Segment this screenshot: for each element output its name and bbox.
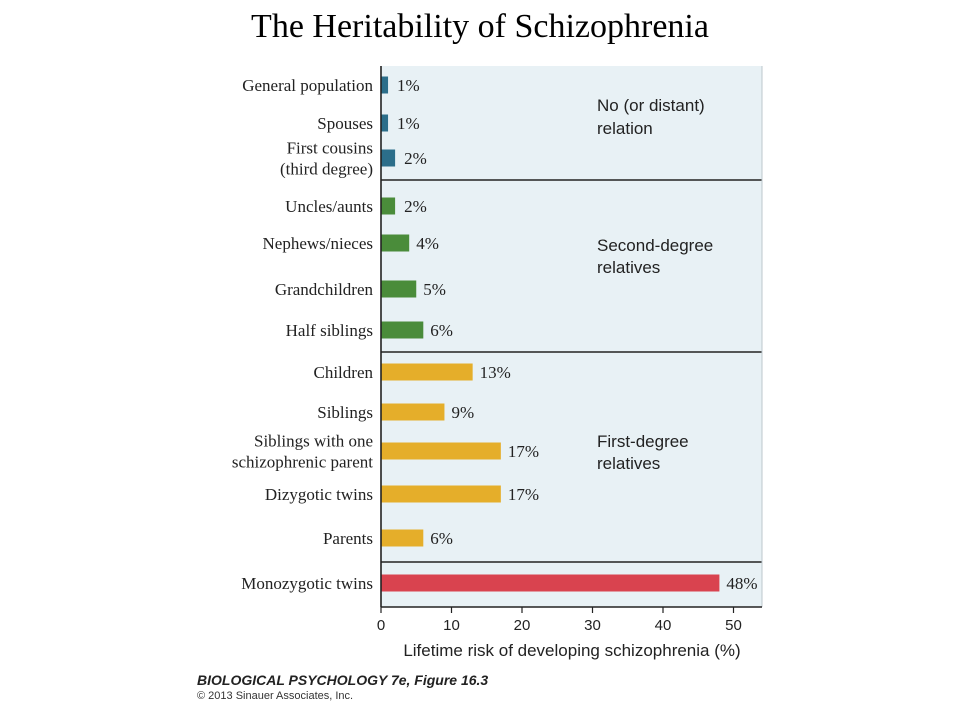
category-label: Siblings with one [253, 431, 373, 451]
bar-value-label: 17% [507, 442, 540, 461]
category-label: First cousins [286, 138, 373, 158]
x-tick-label: 50 [725, 617, 742, 634]
bar-value-label: 6% [430, 321, 453, 340]
bar [381, 281, 416, 298]
x-axis-title: Lifetime risk of developing schizophrenia (%) [403, 641, 741, 660]
category-label: Siblings [317, 403, 373, 422]
x-tick-label: 20 [513, 617, 531, 634]
bar-value-label: 2% [404, 197, 427, 216]
category-label: Spouses [317, 114, 373, 133]
figure-caption: BIOLOGICAL PSYCHOLOGY 7e, Figure 16.3 [197, 672, 489, 688]
category-label: Parents [322, 529, 373, 548]
category-label: Dizygotic twins [264, 485, 373, 504]
bar [381, 364, 473, 381]
bar-value-label: 5% [423, 280, 446, 299]
bar [381, 486, 501, 503]
copyright-text: © 2013 Sinauer Associates, Inc. [197, 690, 354, 702]
category-label: Children [313, 363, 373, 382]
category-label: Monozygotic twins [241, 574, 373, 593]
category-label: Uncles/aunts [285, 197, 373, 216]
category-label: General population [242, 76, 373, 95]
bar [381, 404, 444, 421]
bar-value-label: 17% [507, 485, 540, 504]
x-tick-label: 0 [376, 617, 386, 634]
group-label: relation [597, 119, 653, 138]
bar [381, 443, 501, 460]
bar [381, 150, 395, 167]
group-label: relatives [597, 258, 661, 277]
bar-value-label: 9% [451, 403, 475, 422]
category-label: Nephews/nieces [262, 234, 373, 253]
page-title: The Heritability of Schizophrenia [251, 8, 709, 45]
bar [381, 77, 388, 94]
group-label: No (or distant) [597, 96, 705, 115]
bar-value-label: 4% [416, 234, 439, 253]
bar-value-label: 2% [404, 149, 427, 168]
bar-value-label: 48% [726, 574, 758, 593]
category-label: Half siblings [285, 321, 373, 340]
x-tick-label: 30 [584, 617, 601, 634]
category-label: (third degree) [280, 159, 373, 179]
bar-value-label: 1% [397, 114, 420, 133]
bar-value-label: 6% [430, 529, 453, 548]
group-label: Second-degree [597, 236, 714, 255]
group-label: relatives [597, 454, 661, 473]
bar [381, 530, 423, 547]
group-label: First-degree [597, 432, 689, 451]
bar [381, 115, 388, 132]
bar [381, 198, 395, 215]
bar [381, 235, 409, 252]
bar-value-label: 1% [397, 76, 420, 95]
category-label: Grandchildren [274, 280, 373, 299]
x-tick-label: 40 [654, 617, 672, 634]
bar-value-label: 13% [479, 363, 511, 382]
category-label: schizophrenic parent [231, 452, 373, 472]
x-tick-label: 10 [443, 617, 460, 634]
bar [381, 575, 719, 592]
bar [381, 322, 423, 339]
